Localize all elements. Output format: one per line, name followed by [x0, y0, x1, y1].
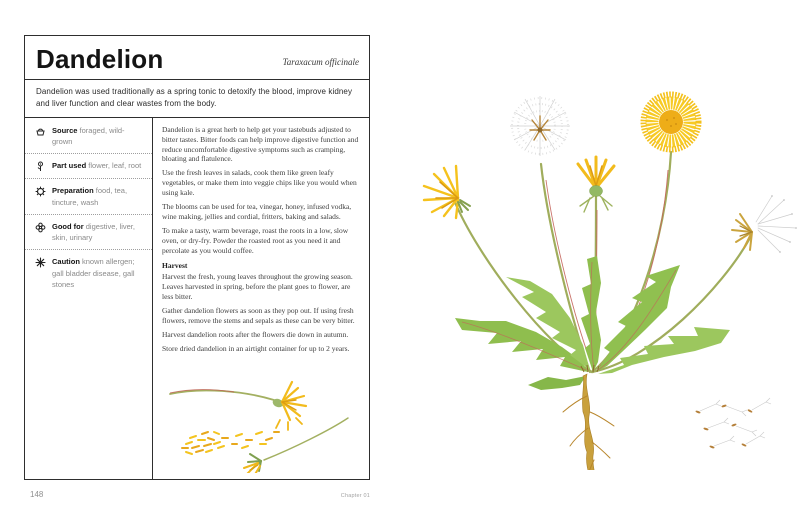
sidebar-item-source [25, 119, 152, 155]
intro-text: Dandelion was used traditionally as a spring tonic to detoxify the blood, improve kidney and liver function and clear wastes from the body. [36, 87, 353, 109]
page-title: Dandelion [36, 43, 164, 74]
plant-icon [35, 160, 46, 172]
paragraph: Dandelion is a great herb to help get your tastebuds adjusted to bitter tastes. Bitter foods can help improve digestive function and reduce uncomfortable digestive symptoms such as cramping, bloating and flatulence. [162, 124, 359, 164]
sidebar-label: Part used [52, 161, 87, 171]
sidebar-label: Source [52, 125, 78, 135]
sidebar-label: Caution [52, 257, 80, 267]
paragraph: Harvest the fresh, young leaves throughout the growing season. Leaves harvested in spring, before the plant goes to flower, are less bitter. [162, 272, 353, 302]
title-row [25, 36, 369, 80]
sidebar-value: flower, leaf, root [88, 161, 142, 171]
content-columns [25, 118, 369, 479]
harvest-heading: Harvest [162, 261, 188, 271]
sidebar-label: Preparation [52, 186, 94, 196]
sidebar-value: digestive, liver, skin, urinary [52, 221, 135, 243]
paragraph: The blooms can be used for tea, vinegar, honey, infused vodka, wine making, jellies and cordial, fritters, baking and salads. [162, 202, 352, 221]
sidebar-item-good-for [25, 215, 152, 251]
sidebar-item-preparation [25, 179, 152, 215]
seed-head [510, 96, 570, 156]
full-bloom [644, 95, 699, 150]
basket-icon [35, 125, 46, 148]
page-number: 148 [30, 490, 44, 499]
intro-box [25, 80, 369, 118]
cut-stems-sketch [162, 370, 362, 473]
mortar-icon [35, 185, 46, 208]
chapter-label: Chapter 01 [340, 493, 370, 499]
side-bloom [424, 166, 470, 218]
sidebar-value: foraged, wild-grown [52, 125, 125, 147]
scattered-seeds [695, 398, 771, 449]
spent-seed-head [732, 195, 797, 253]
sidebar-value: known allergen; gall bladder disease, gall stones [52, 257, 135, 289]
paragraph: Use the fresh leaves in salads, cook them like green leafy vegetables, or make them into veggie chips like you would when using kale. [162, 168, 357, 198]
paragraph: Gather dandelion flowers as soon as they pop out. If using fresh flowers, remove the stems and sepals as these can be very bitter. [162, 306, 355, 325]
paragraph: Store dried dandelion in an airtight container for up to 2 years. [162, 343, 350, 353]
paragraph: To make a tasty, warm beverage, roast the roots in a low, slow oven, or dry-fry. Powder the roasted root as you need it and percolate as you would coffee. [162, 225, 349, 255]
dandelion-illustration [400, 60, 800, 470]
monograph-page [24, 35, 370, 480]
body-text-column [153, 118, 371, 479]
latin-name: Taraxacum officinale [282, 56, 359, 67]
sidebar-item-part-used [25, 154, 152, 179]
sidebar-label: Good for [52, 221, 84, 231]
caution-icon [35, 256, 46, 290]
wellness-icon [35, 221, 46, 244]
sidebar-value: food, tea, tincture, wash [52, 186, 128, 207]
sidebar-item-caution [25, 250, 152, 296]
attributes-sidebar [25, 118, 153, 479]
paragraph: Harvest dandelion roots after the flowers die down in autumn. [162, 329, 349, 339]
